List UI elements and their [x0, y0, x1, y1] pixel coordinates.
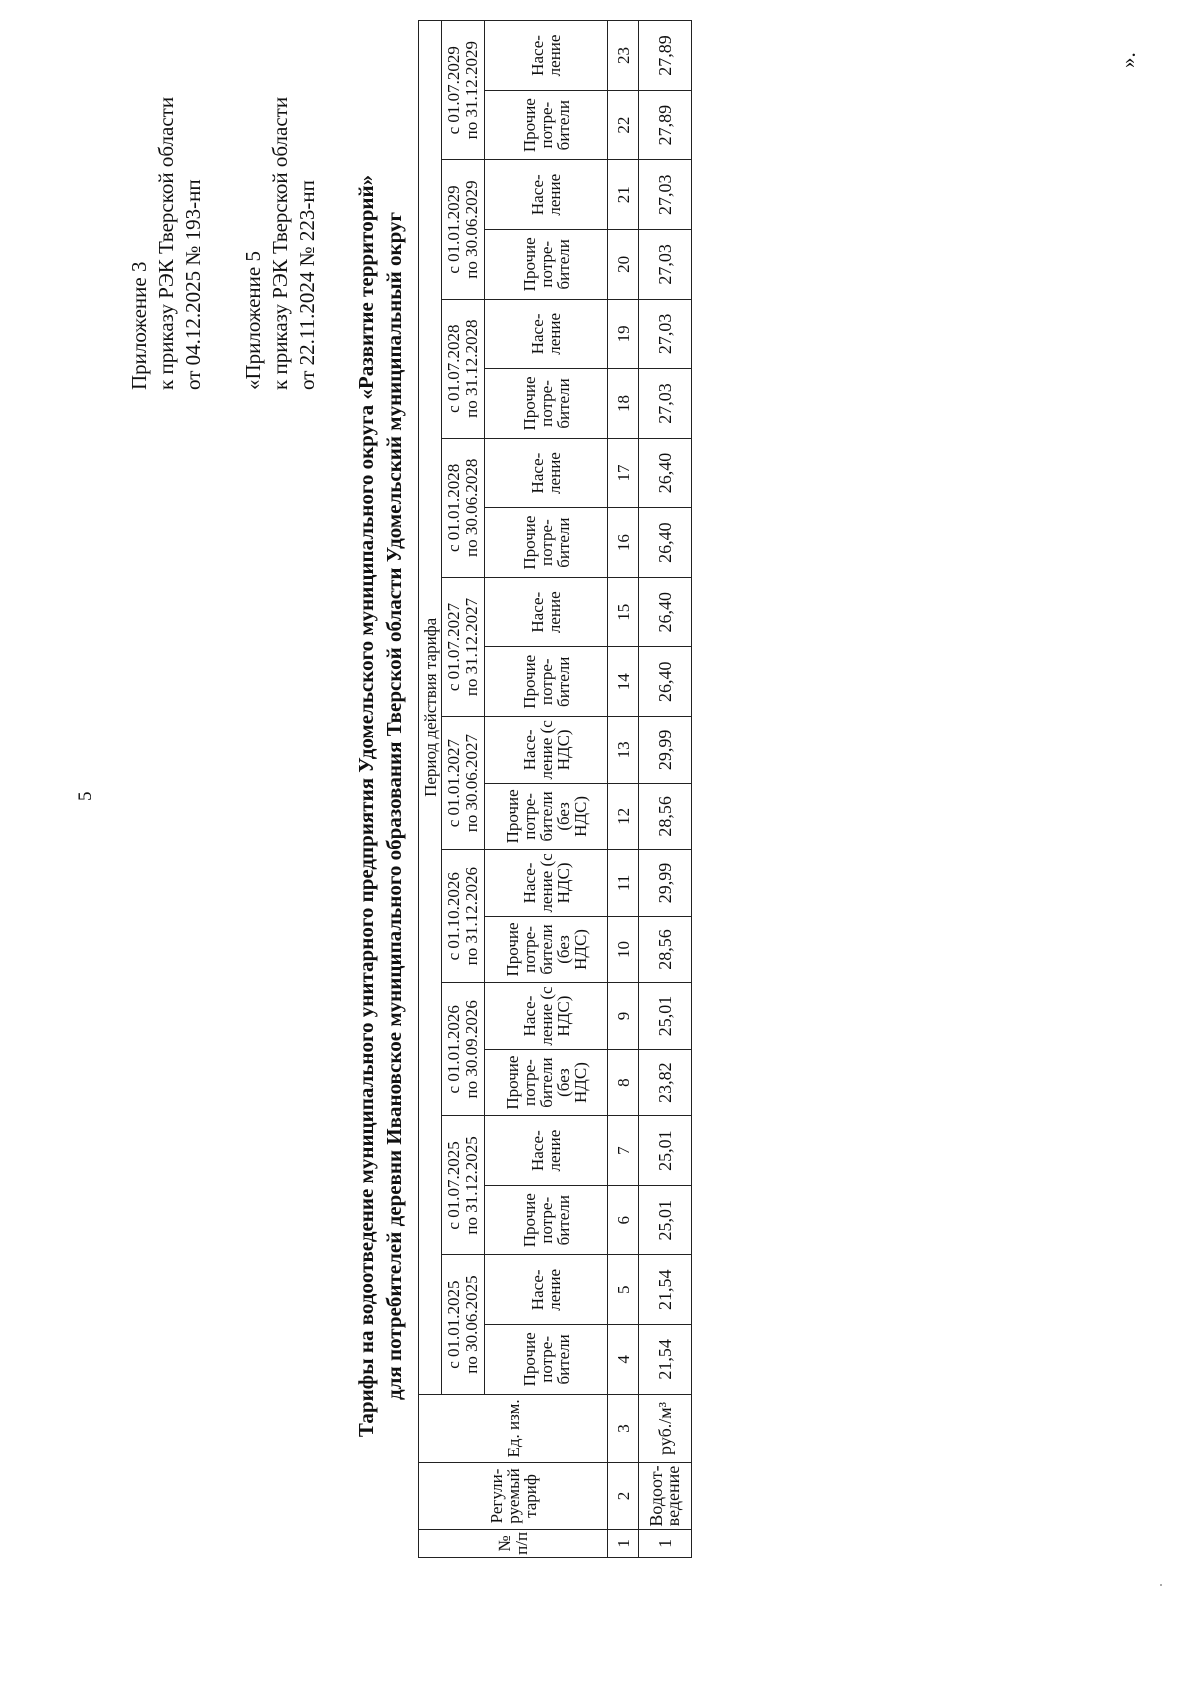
category-other-consumers: Прочие потре-бители (без НДС)	[485, 783, 608, 850]
category-other-consumers: Прочие потре-бители	[485, 508, 608, 578]
period-to: по 31.12.2027	[462, 597, 481, 697]
category-population: Насе-ление (с НДС)	[485, 850, 608, 917]
appendix-line: «Приложение 5	[241, 251, 265, 390]
period-header	[442, 1255, 485, 1394]
period-to: по 30.06.2025	[462, 1275, 481, 1374]
tariff-value: 27,89	[639, 90, 692, 160]
category-population: Насе-ление	[485, 160, 608, 230]
category-other-consumers: Прочие потре-бители	[485, 1325, 608, 1395]
column-number: 2	[608, 1463, 639, 1530]
tariff-value: 26,40	[639, 647, 692, 717]
period-from: с 01.07.2029	[444, 46, 463, 135]
period-header	[442, 160, 485, 299]
category-other-consumers: Прочие потре-бители	[485, 369, 608, 439]
period-from: с 01.01.2028	[444, 463, 463, 552]
column-number: 5	[608, 1255, 639, 1325]
tariff-value: 29,99	[639, 850, 692, 917]
header-period: Период действия тарифа	[419, 21, 442, 1395]
category-other-consumers: Прочие потре-бители (без НДС)	[485, 1049, 608, 1116]
period-from: с 01.01.2025	[444, 1280, 463, 1369]
period-header	[442, 299, 485, 438]
period-header	[442, 850, 485, 983]
period-from: с 01.07.2028	[444, 324, 463, 413]
column-number: 7	[608, 1116, 639, 1186]
scan-dot	[1160, 1584, 1162, 1586]
category-population: Насе-ление	[485, 299, 608, 369]
column-number-row	[608, 21, 639, 1558]
tariff-value: 23,82	[639, 1049, 692, 1116]
appendix-line: Приложение 3	[127, 261, 151, 390]
tariff-table	[418, 20, 692, 1558]
category-other-consumers: Прочие потре-бители (без НДС)	[485, 916, 608, 983]
column-number: 14	[608, 647, 639, 717]
category-other-consumers: Прочие потре-бители	[485, 90, 608, 160]
column-number: 8	[608, 1049, 639, 1116]
period-to: по 31.12.2028	[462, 319, 481, 418]
document-title	[352, 11, 408, 1601]
row-unit: руб./м³	[639, 1394, 692, 1463]
column-number: 4	[608, 1325, 639, 1395]
category-population: Насе-ление	[485, 577, 608, 647]
column-number: 1	[608, 1529, 639, 1557]
tariff-value: 28,56	[639, 916, 692, 983]
title-line: Тарифы на водоотведение муниципального унитарного предприятия Удомельского муниципального округа «Развитие территорий»	[354, 174, 378, 1438]
category-population: Насе-ление (с НДС)	[485, 717, 608, 784]
tariff-value: 28,56	[639, 783, 692, 850]
period-from: с 01.07.2027	[444, 602, 463, 692]
category-population: Насе-ление	[485, 438, 608, 508]
column-number: 11	[608, 850, 639, 917]
period-to: по 30.09.2026	[462, 1000, 481, 1099]
period-to: по 30.06.2028	[462, 458, 481, 558]
header-row-dates	[442, 21, 485, 1558]
tariff-value: 27,03	[639, 230, 692, 300]
period-header	[442, 577, 485, 716]
header-row-period	[419, 21, 442, 1558]
tariff-value: 27,03	[639, 160, 692, 230]
tariff-value: 26,40	[639, 438, 692, 508]
tariff-value: 25,01	[639, 1185, 692, 1255]
row-num: 1	[639, 1529, 692, 1557]
period-to: по 30.06.2029	[462, 180, 481, 279]
column-number: 12	[608, 783, 639, 850]
appendix-reference-previous	[240, 97, 321, 390]
row-tariff: Водоот-ведение	[639, 1463, 692, 1530]
period-to: по 31.12.2026	[462, 867, 481, 966]
tariff-value: 27,03	[639, 369, 692, 439]
appendix-line: к приказу РЭК Тверской области	[268, 96, 292, 390]
period-header	[442, 1116, 485, 1255]
period-from: с 01.01.2027	[444, 738, 463, 828]
column-number: 21	[608, 160, 639, 230]
period-header	[442, 717, 485, 850]
tariff-value: 26,40	[639, 508, 692, 578]
table-row	[639, 21, 692, 1558]
tariff-value: 25,01	[639, 983, 692, 1050]
category-population: Насе-ление	[485, 21, 608, 91]
period-from: с 01.01.2029	[444, 185, 463, 274]
header-unit: Ед. изм.	[419, 1394, 608, 1463]
appendix-line: к приказу РЭК Тверской области	[154, 96, 178, 390]
tariff-value: 21,54	[639, 1255, 692, 1325]
category-population: Насе-ление (с НДС)	[485, 983, 608, 1050]
period-to: по 30.06.2027	[462, 733, 481, 833]
closing-quote: ».	[1116, 52, 1140, 68]
appendix-line: от 04.12.2025 № 193-нп	[181, 179, 205, 390]
period-from: с 01.07.2025	[444, 1141, 463, 1230]
category-population: Насе-ление	[485, 1255, 608, 1325]
category-other-consumers: Прочие потре-бители	[485, 1185, 608, 1255]
column-number: 16	[608, 508, 639, 578]
period-from: с 01.01.2026	[444, 1005, 463, 1094]
tariff-value: 27,89	[639, 21, 692, 91]
column-number: 3	[608, 1394, 639, 1463]
category-population: Насе-ление	[485, 1116, 608, 1186]
category-other-consumers: Прочие потре-бители	[485, 647, 608, 717]
period-to: по 31.12.2029	[462, 41, 481, 140]
column-number: 6	[608, 1185, 639, 1255]
category-other-consumers: Прочие потре-бители	[485, 230, 608, 300]
tariff-value: 25,01	[639, 1116, 692, 1186]
tariff-value: 29,99	[639, 717, 692, 784]
period-header	[442, 21, 485, 160]
title-line: для потребителей деревни Ивановское муниципального образования Тверской области Удомельский муниципальный округ	[382, 211, 406, 1401]
period-from: с 01.10.2026	[444, 872, 463, 961]
column-number: 15	[608, 577, 639, 647]
column-number: 9	[608, 983, 639, 1050]
period-header	[442, 983, 485, 1116]
appendix-line: от 22.11.2024 № 223-нп	[295, 180, 319, 390]
header-tariff: Регули-руемый тариф	[419, 1463, 608, 1530]
period-to: по 31.12.2025	[462, 1136, 481, 1235]
column-number: 13	[608, 717, 639, 784]
header-num: № п/п	[419, 1529, 608, 1557]
column-number: 23	[608, 21, 639, 91]
tariff-value: 27,03	[639, 299, 692, 369]
column-number: 18	[608, 369, 639, 439]
tariff-value: 21,54	[639, 1325, 692, 1395]
column-number: 19	[608, 299, 639, 369]
period-header	[442, 438, 485, 577]
column-number: 20	[608, 230, 639, 300]
column-number: 10	[608, 916, 639, 983]
appendix-reference-current	[126, 97, 207, 390]
column-number: 17	[608, 438, 639, 508]
page-number: 5	[75, 791, 96, 801]
column-number: 22	[608, 90, 639, 160]
header-row-categories	[485, 21, 608, 1558]
tariff-value: 26,40	[639, 577, 692, 647]
